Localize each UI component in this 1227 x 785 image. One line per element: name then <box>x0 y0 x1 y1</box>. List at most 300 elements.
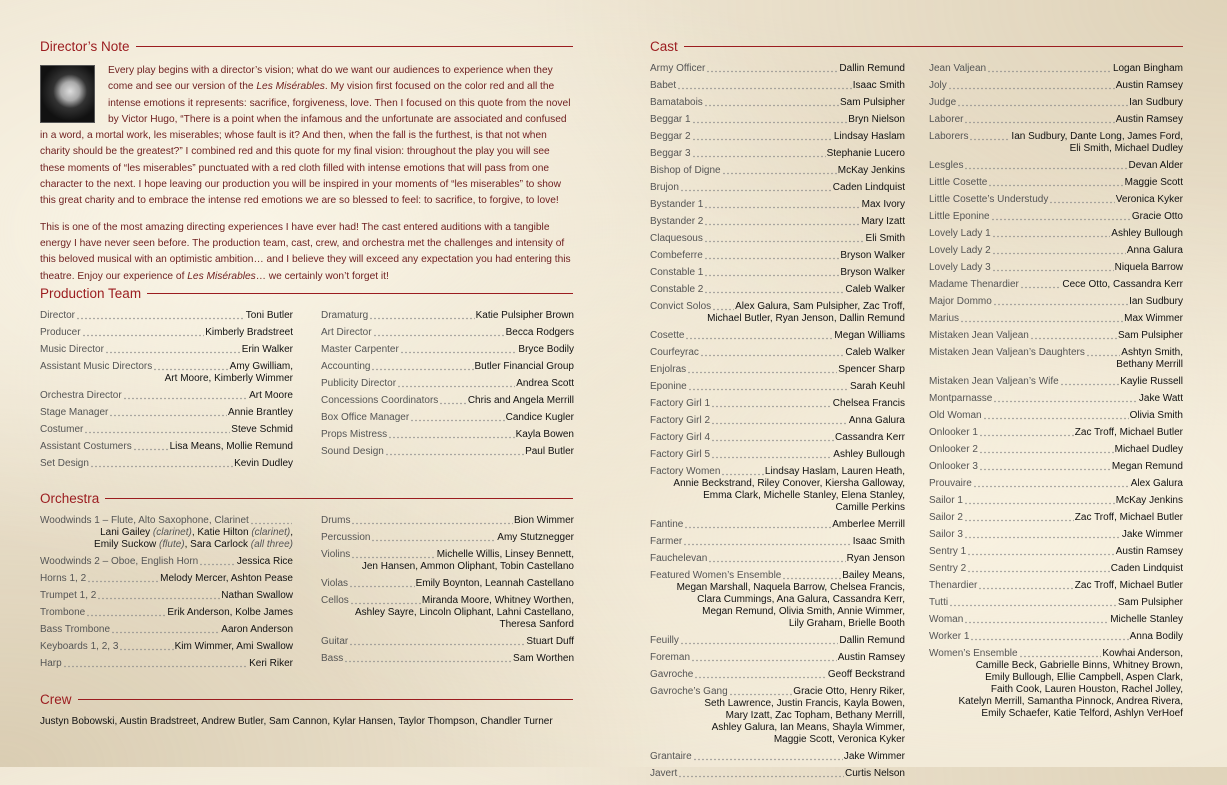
credit-line <box>650 686 905 698</box>
credit-line <box>321 446 574 458</box>
person-name: Sam Pulsipher <box>1117 597 1183 608</box>
role-label: Madame Thenardier <box>929 279 1019 290</box>
credit-entry <box>321 595 574 636</box>
person-name: Caden Lindquist <box>832 182 905 193</box>
dot-leader <box>683 536 852 548</box>
role-label: Convict Solos <box>650 301 712 312</box>
dot-leader <box>991 211 1131 223</box>
credit-entry <box>321 429 574 446</box>
person-name: Sam Pulsipher <box>839 97 905 108</box>
person-name: Ian Sudbury <box>1129 97 1183 108</box>
role-label: Old Woman <box>929 410 982 421</box>
credit-entry <box>40 327 293 344</box>
credit-entry <box>929 631 1183 648</box>
role-label: Box Office Manager <box>321 412 410 423</box>
credit-line <box>650 536 905 548</box>
credit-entry <box>650 301 905 330</box>
credit-line <box>321 395 574 407</box>
role-label: Bamatabois <box>650 97 703 108</box>
dot-leader <box>693 751 843 763</box>
person-name: Bion Wimmer <box>513 515 574 526</box>
credit-entry <box>929 296 1183 313</box>
role-label: Mistaken Jean Valjean <box>929 330 1029 341</box>
credit-line <box>929 330 1183 342</box>
role-label: Beggar 2 <box>650 131 691 142</box>
person-name: Ashley Bullough <box>833 449 905 460</box>
role-label: Army Officer <box>650 63 706 74</box>
credit-entry <box>929 393 1183 410</box>
dot-leader <box>371 532 496 544</box>
person-name: Toni Butler <box>245 310 293 321</box>
credit-line <box>929 393 1183 405</box>
credit-entry <box>40 458 293 475</box>
note-paragraph-1 <box>40 63 576 210</box>
credit-line <box>650 570 905 582</box>
person-name: Caleb Walker <box>845 284 905 295</box>
credit-entry <box>929 80 1183 97</box>
person-name: Zac Troff, Michael Butler <box>1074 512 1183 523</box>
role-label: Little Eponine <box>929 211 990 222</box>
cast-column-1 <box>650 63 905 785</box>
credit-entry <box>40 624 293 641</box>
person-name: Nathan Swallow <box>221 590 293 601</box>
dot-leader <box>350 595 421 607</box>
credit-entry <box>321 361 574 378</box>
role-label: Set Design <box>40 458 89 469</box>
person-name-continued: Maggie Scott, Veronica Kyker <box>773 734 905 745</box>
role-label: Lovely Lady 1 <box>929 228 991 239</box>
person-name-continued: Ashley Sayre, Lincoln Oliphant, Lahni Castellano, <box>354 607 574 618</box>
credit-entry <box>40 407 293 424</box>
credit-line <box>321 361 574 373</box>
role-label: Factory Women <box>650 466 721 477</box>
credit-line <box>929 80 1183 92</box>
credit-line <box>650 216 905 228</box>
person-name: Bryson Walker <box>840 250 905 261</box>
divider <box>684 46 1183 47</box>
role-label: Trumpet 1, 2 <box>40 590 97 601</box>
credit-line <box>929 347 1183 359</box>
credit-entry <box>650 768 905 785</box>
role-label: Art Director <box>321 327 372 338</box>
dot-leader <box>439 395 467 407</box>
credit-entry <box>650 536 905 553</box>
role-label: Courfeyrac <box>650 347 699 358</box>
credit-line <box>650 415 905 427</box>
credit-line <box>40 556 293 568</box>
role-label: Percussion <box>321 532 371 543</box>
credit-entry <box>40 556 293 573</box>
credit-line <box>650 182 905 194</box>
role-label: Eponine <box>650 381 687 392</box>
credit-line <box>321 429 574 441</box>
dot-leader <box>123 390 248 402</box>
crew-heading <box>40 690 573 708</box>
role-label: Orchestra Director <box>40 390 122 401</box>
dot-leader <box>105 344 241 356</box>
dot-leader <box>692 148 826 160</box>
role-label: Thenardier <box>929 580 978 591</box>
credit-line <box>40 441 293 453</box>
role-label: Gavroche <box>650 669 694 680</box>
credit-entry <box>321 344 574 361</box>
dot-leader <box>704 233 865 245</box>
dot-leader <box>1086 347 1120 359</box>
person-name: Maggie Scott <box>1124 177 1183 188</box>
person-name: Zac Troff, Michael Butler <box>1074 580 1183 591</box>
dot-leader <box>964 529 1121 541</box>
credit-entry <box>40 441 293 458</box>
person-name-continued: Megan Marshall, Naquela Barrow, Chelsea Francis, <box>676 582 905 593</box>
credit-line <box>650 466 905 478</box>
person-name: Butler Financial Group <box>474 361 574 372</box>
person-name: Devan Alder <box>1128 160 1183 171</box>
person-name: Katie Pulsipher Brown <box>475 310 574 321</box>
credit-entry <box>650 199 905 216</box>
role-label: Producer <box>40 327 81 338</box>
person-name: Gracie Otto, Henry Riker, <box>793 686 905 697</box>
dot-leader <box>692 131 833 143</box>
person-name: Stuart Duff <box>526 636 574 647</box>
divider <box>105 498 573 499</box>
credit-line <box>321 378 574 390</box>
role-label: Violins <box>321 549 351 560</box>
dot-leader <box>410 412 504 424</box>
role-label: Bystander 2 <box>650 216 704 227</box>
role-label: Beggar 1 <box>650 114 691 125</box>
person-name-continued: Clara Cummings, Ana Galura, Cassandra Kerr, <box>697 594 905 605</box>
role-label: Harp <box>40 658 62 669</box>
person-name: Candice Kugler <box>505 412 574 423</box>
credit-entry <box>650 267 905 284</box>
credit-line <box>929 648 1183 660</box>
dot-leader <box>691 652 837 664</box>
role-label: Little Cosette’s Understudy <box>929 194 1049 205</box>
credit-line <box>650 768 905 780</box>
credit-entry <box>40 361 293 390</box>
credit-line <box>929 461 1183 473</box>
role-label: Marius <box>929 313 960 324</box>
credit-line <box>929 194 1183 206</box>
role-label: Little Cosette <box>929 177 988 188</box>
role-label: Sailor 3 <box>929 529 963 540</box>
person-name: Cece Otto, Cassandra Kerr <box>1062 279 1183 290</box>
credit-line <box>650 635 905 647</box>
person-name: Lindsay Haslam <box>833 131 905 142</box>
credit-line <box>929 296 1183 308</box>
dot-leader <box>964 114 1114 126</box>
person-name: Jessica Rice <box>236 556 293 567</box>
credit-line <box>40 607 293 619</box>
role-label: Factory Girl 2 <box>650 415 711 426</box>
credit-entry <box>929 529 1183 546</box>
dot-leader <box>373 327 505 339</box>
person-name: Dallin Remund <box>839 635 905 646</box>
dot-leader <box>400 344 518 356</box>
credit-entry <box>650 652 905 669</box>
credit-line <box>40 515 293 527</box>
credit-entry <box>929 427 1183 444</box>
credit-line <box>929 114 1183 126</box>
credit-line <box>321 595 574 607</box>
credit-line <box>929 478 1183 490</box>
dot-leader <box>692 114 848 126</box>
credit-line <box>929 427 1183 439</box>
credit-line <box>650 97 905 109</box>
person-name: McKay Jenkins <box>1115 495 1183 506</box>
dot-leader <box>351 549 435 561</box>
credit-line <box>321 310 574 322</box>
dot-leader <box>978 580 1073 592</box>
dot-leader <box>351 515 513 527</box>
dot-leader <box>76 310 245 322</box>
credit-line <box>650 330 905 342</box>
dot-leader <box>992 228 1111 240</box>
dot-leader <box>706 63 838 75</box>
person-name: Bryn Nielson <box>848 114 905 125</box>
dot-leader <box>993 393 1138 405</box>
credit-entry <box>321 636 574 653</box>
credit-line <box>650 449 905 461</box>
credit-line <box>321 636 574 648</box>
credit-line <box>929 313 1183 325</box>
person-name: Max Ivory <box>861 199 905 210</box>
credit-entry <box>650 466 905 519</box>
person-name: Gracie Otto <box>1131 211 1183 222</box>
person-name: Becca Rodgers <box>505 327 574 338</box>
person-name: Ashtyn Smith, <box>1121 347 1183 358</box>
person-name: Austin Ramsey <box>1115 80 1183 91</box>
person-name-continued: Bethany Merrill <box>1116 359 1183 370</box>
role-label: Combeferre <box>650 250 703 261</box>
person-name: Lindsay Haslam, Lauren Heath, <box>764 466 905 477</box>
dot-leader <box>1030 330 1117 342</box>
section-title: Production Team <box>40 285 142 301</box>
dot-leader <box>711 449 832 461</box>
credit-entry <box>929 495 1183 512</box>
role-label: Publicity Director <box>321 378 397 389</box>
credit-line <box>929 631 1183 643</box>
dot-leader <box>988 177 1123 189</box>
role-label: Violas <box>321 578 349 589</box>
dot-leader <box>970 631 1128 643</box>
role-label: Trombone <box>40 607 86 618</box>
person-name-continued: Lily Graham, Brielle Booth <box>788 618 905 629</box>
credit-line <box>650 114 905 126</box>
person-name: Art Moore <box>249 390 293 401</box>
credit-entry <box>929 279 1183 296</box>
person-name: Erik Anderson, Kolbe James <box>167 607 293 618</box>
credit-line <box>650 250 905 262</box>
person-name: Kevin Dudley <box>234 458 293 469</box>
person-name: Michael Dudley <box>1114 444 1183 455</box>
credit-line <box>40 458 293 470</box>
role-label: Major Dommo <box>929 296 992 307</box>
role-label: Tutti <box>929 597 949 608</box>
person-name-continued: Emily Schaefer, Katie Telford, Ashlyn VerHoef <box>981 708 1183 719</box>
credit-entry <box>929 228 1183 245</box>
person-name: Sam Worthen <box>513 653 574 664</box>
dot-leader <box>729 686 793 698</box>
person-name: Geoff Beckstrand <box>827 669 905 680</box>
dot-leader <box>967 546 1115 558</box>
dot-leader <box>87 573 159 585</box>
role-label: Woodwinds 2 – Oboe, English Horn <box>40 556 199 567</box>
credit-line <box>650 432 905 444</box>
dot-leader <box>722 165 837 177</box>
credit-line <box>929 63 1183 75</box>
person-name: Caleb Walker <box>845 347 905 358</box>
role-label: Farmer <box>650 536 683 547</box>
dot-leader <box>678 768 844 780</box>
credit-entry <box>321 327 574 344</box>
role-label: Music Director <box>40 344 104 355</box>
credit-line <box>321 532 574 544</box>
dot-leader <box>397 378 515 390</box>
divider <box>147 293 573 294</box>
dot-leader <box>371 361 473 373</box>
credit-entry <box>321 578 574 595</box>
person-name-continued: Faith Cook, Lauren Houston, Rachel Jolley, <box>990 684 1183 695</box>
role-label: Worker 1 <box>929 631 970 642</box>
person-name: Zac Troff, Michael Butler <box>1074 427 1183 438</box>
credit-line <box>929 160 1183 172</box>
credit-entry <box>929 194 1183 211</box>
divider <box>136 46 573 47</box>
credit-line <box>929 279 1183 291</box>
person-name: Melody Mercer, Ashton Pease <box>160 573 293 584</box>
orchestra-column-2 <box>321 515 574 670</box>
credit-line <box>929 97 1183 109</box>
role-label: Constable 1 <box>650 267 704 278</box>
credit-entry <box>321 653 574 670</box>
role-label: Guitar <box>321 636 349 647</box>
dot-leader <box>677 80 852 92</box>
credit-entry <box>650 148 905 165</box>
person-name-continued: Michael Butler, Ryan Jenson, Dallin Remund <box>707 313 905 324</box>
person-name: Niquela Barrow <box>1114 262 1183 273</box>
role-label: Horns 1, 2 <box>40 573 87 584</box>
credit-line <box>929 131 1183 143</box>
role-label: Grantaire <box>650 751 692 762</box>
person-name-continued: Eli Smith, Michael Dudley <box>1069 143 1183 154</box>
director-photo <box>40 65 95 123</box>
credit-entry <box>321 395 574 412</box>
dot-leader <box>97 590 220 602</box>
dot-leader <box>1060 376 1119 388</box>
role-label: Fauchelevan <box>650 553 708 564</box>
credit-entry <box>650 347 905 364</box>
credit-line <box>650 267 905 279</box>
role-label: Constable 2 <box>650 284 704 295</box>
dot-leader <box>711 398 832 410</box>
dot-leader <box>86 607 166 619</box>
dot-leader <box>960 313 1123 325</box>
dot-leader <box>704 97 839 109</box>
dot-leader <box>979 427 1074 439</box>
person-name: Miranda Moore, Whitney Worthen, <box>421 595 574 606</box>
credit-entry <box>929 97 1183 114</box>
dot-leader <box>684 519 831 531</box>
person-name: Isaac Smith <box>852 536 905 547</box>
role-label: Lovely Lady 3 <box>929 262 991 273</box>
role-label: Sentry 2 <box>929 563 967 574</box>
credit-entry <box>650 381 905 398</box>
credit-line <box>40 590 293 602</box>
credit-entry <box>929 63 1183 80</box>
role-label: Bystander 1 <box>650 199 704 210</box>
person-name: Megan Remund <box>1111 461 1183 472</box>
credit-line <box>650 398 905 410</box>
dot-leader <box>712 301 734 313</box>
credit-line <box>929 444 1183 456</box>
section-title: Crew <box>40 691 72 707</box>
role-label: Beggar 3 <box>650 148 691 159</box>
role-label: Featured Women’s Ensemble <box>650 570 782 581</box>
credit-entry <box>321 515 574 532</box>
dot-leader <box>90 458 233 470</box>
credit-entry <box>929 114 1183 131</box>
person-name: Mary Izatt <box>861 216 905 227</box>
credit-line <box>929 529 1183 541</box>
role-label: Onlooker 3 <box>929 461 978 472</box>
credit-line <box>650 63 905 75</box>
credit-entry <box>40 590 293 607</box>
person-name: Ashley Bullough <box>1111 228 1183 239</box>
credit-line <box>40 573 293 585</box>
person-name-continued: Theresa Sanford <box>499 619 574 630</box>
dot-leader <box>704 216 860 228</box>
credit-entry <box>650 364 905 381</box>
role-label: Cellos <box>321 595 349 606</box>
credit-entry <box>929 648 1183 725</box>
person-name: Ian Sudbury <box>1129 296 1183 307</box>
credit-entry <box>650 114 905 131</box>
role-label: Dramaturg <box>321 310 369 321</box>
role-label: Stage Manager <box>40 407 109 418</box>
person-name: Bryson Walker <box>840 267 905 278</box>
credit-entry <box>321 446 574 463</box>
person-name-continued: Annie Beckstrand, Riley Conover, Kiersha Galloway, <box>673 478 905 489</box>
role-label: Bass Trombone <box>40 624 111 635</box>
person-name-continued: Art Moore, Kimberly Wimmer <box>164 373 293 384</box>
credit-entry <box>650 165 905 182</box>
role-label: Claquesous <box>650 233 703 244</box>
person-name: Jake Watt <box>1138 393 1183 404</box>
dot-leader <box>704 267 839 279</box>
person-name-continued: Camille Beck, Gabrielle Binns, Whitney Brown, <box>975 660 1183 671</box>
person-name: Sam Pulsipher <box>1117 330 1183 341</box>
credit-line <box>929 563 1183 575</box>
credit-entry <box>650 131 905 148</box>
dot-leader <box>949 597 1117 609</box>
crew-names: Justyn Bobowski, Austin Bradstreet, Andrew Butler, Sam Cannon, Kylar Hansen, Taylor Thompson, Chandler Turner <box>40 716 553 727</box>
role-label: Woodwinds 1 – Flute, Alto Saxophone, Clarinet <box>40 515 249 526</box>
credit-line <box>650 652 905 664</box>
dot-leader <box>967 563 1109 575</box>
role-label: Onlooker 2 <box>929 444 978 455</box>
role-label: Lesgles <box>929 160 964 171</box>
note-text: This is one of the most amazing directing experiences I have ever had! The cast entered auditions with a tangible energy I have never seen before. The production team, cast, crew, and orchestra met the challenges and intensity of this beloved musical with an optimistic ambition… and I believe they will exceed any expectation you had entering this theatre. Enjoy our experience of <box>40 221 571 282</box>
credit-line <box>650 233 905 245</box>
dot-leader <box>979 444 1114 456</box>
person-name: Anna Galura <box>1126 245 1183 256</box>
role-label: Fantine <box>650 519 684 530</box>
credit-entry <box>321 412 574 429</box>
person-name: Veronica Kyker <box>1115 194 1183 205</box>
person-name: Bryce Bodily <box>518 344 574 355</box>
credit-line <box>321 578 574 590</box>
